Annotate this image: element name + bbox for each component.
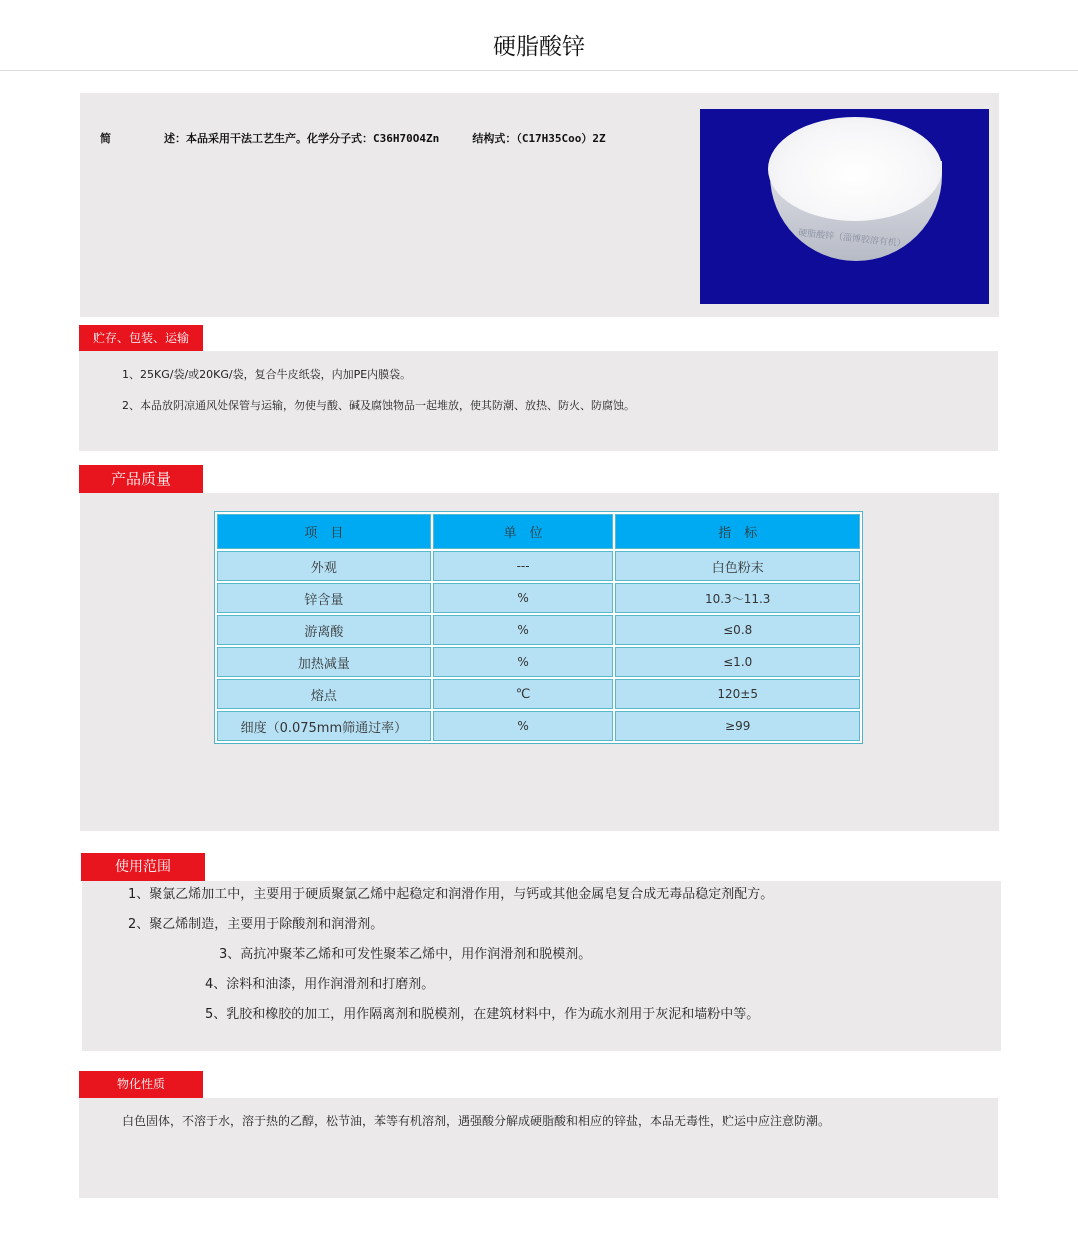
- section-tag-storage: 贮存、包装、运输: [79, 325, 203, 351]
- usage-line-5: 5、乳胶和橡胶的加工，用作隔离剂和脱模剂，在建筑材料中，作为疏水剂用于灰泥和墙粉中等。: [205, 1007, 760, 1022]
- table-row: [217, 551, 860, 581]
- section-tag-properties: 物化性质: [79, 1071, 203, 1098]
- table-row: [217, 647, 860, 677]
- table-row: [217, 583, 860, 613]
- cell-spec: 10.3～11.3: [615, 583, 860, 613]
- cell-spec: ≤0.8: [615, 615, 860, 645]
- product-photo: [700, 109, 989, 304]
- table-row: [217, 711, 860, 741]
- cell-spec: 白色粉末: [615, 551, 860, 581]
- title-divider: [0, 70, 1078, 71]
- cell-spec: 120±5: [615, 679, 860, 709]
- cell-item: 锌含量: [217, 583, 431, 613]
- cell-unit: ---: [433, 551, 614, 581]
- usage-line-2: 2、聚乙烯制造，主要用于除酸剂和润滑剂。: [128, 917, 384, 932]
- quality-table: [214, 511, 863, 744]
- section-tag-usage: 使用范围: [81, 853, 205, 881]
- header-unit: 单 位: [433, 514, 614, 549]
- dish-label: 硬脂酸锌（淄博胶溶有机）: [797, 228, 907, 250]
- powder-dish: [768, 117, 942, 221]
- cell-spec: ≥99: [615, 711, 860, 741]
- cell-unit: %: [433, 583, 614, 613]
- cell-item: 细度（0.075mm筛通过率）: [217, 711, 431, 741]
- section-tag-quality: 产品质量: [79, 465, 203, 493]
- table-header-row: [217, 514, 860, 549]
- cell-item: 加热减量: [217, 647, 431, 677]
- intro-description: 简 述：本品采用干法工艺生产。化学分子式：C36H70O4Zn 结构式：（C17H35Coo）2Z: [100, 132, 606, 145]
- header-spec: 指 标: [615, 514, 860, 549]
- usage-panel: [82, 881, 1001, 1051]
- cell-unit: %: [433, 647, 614, 677]
- table-row: [217, 679, 860, 709]
- properties-text: 白色固体，不溶于水，溶于热的乙醇，松节油，苯等有机溶剂，遇强酸分解成硬脂酸和相应的锌盐，本品无毒性，贮运中应注意防潮。: [122, 1114, 831, 1128]
- header-item: 项 目: [217, 514, 431, 549]
- cell-item: 熔点: [217, 679, 431, 709]
- storage-line-1: 1、25KG/袋/或20KG/袋，复合牛皮纸袋，内加PE内膜袋。: [122, 368, 412, 381]
- usage-line-4: 4、涂料和油漆，用作润滑剂和打磨剂。: [205, 977, 435, 992]
- cell-spec: ≤1.0: [615, 647, 860, 677]
- cell-unit: %: [433, 711, 614, 741]
- page-title: 硬脂酸锌: [493, 34, 585, 60]
- storage-line-2: 2、本品放阴凉通风处保管与运输，勿使与酸、碱及腐蚀物品一起堆放，使其防潮、放热、防火、防腐蚀。: [122, 399, 635, 412]
- cell-item: 游离酸: [217, 615, 431, 645]
- usage-line-1: 1、聚氯乙烯加工中，主要用于硬质聚氯乙烯中起稳定和润滑作用，与钙或其他金属皂复合成无毒品稳定剂配方。: [128, 887, 774, 902]
- usage-line-3: 3、高抗冲聚苯乙烯和可发性聚苯乙烯中，用作润滑剂和脱模剂。: [219, 947, 592, 962]
- cell-unit: %: [433, 615, 614, 645]
- cell-item: 外观: [217, 551, 431, 581]
- table-row: [217, 615, 860, 645]
- cell-unit: ℃: [433, 679, 614, 709]
